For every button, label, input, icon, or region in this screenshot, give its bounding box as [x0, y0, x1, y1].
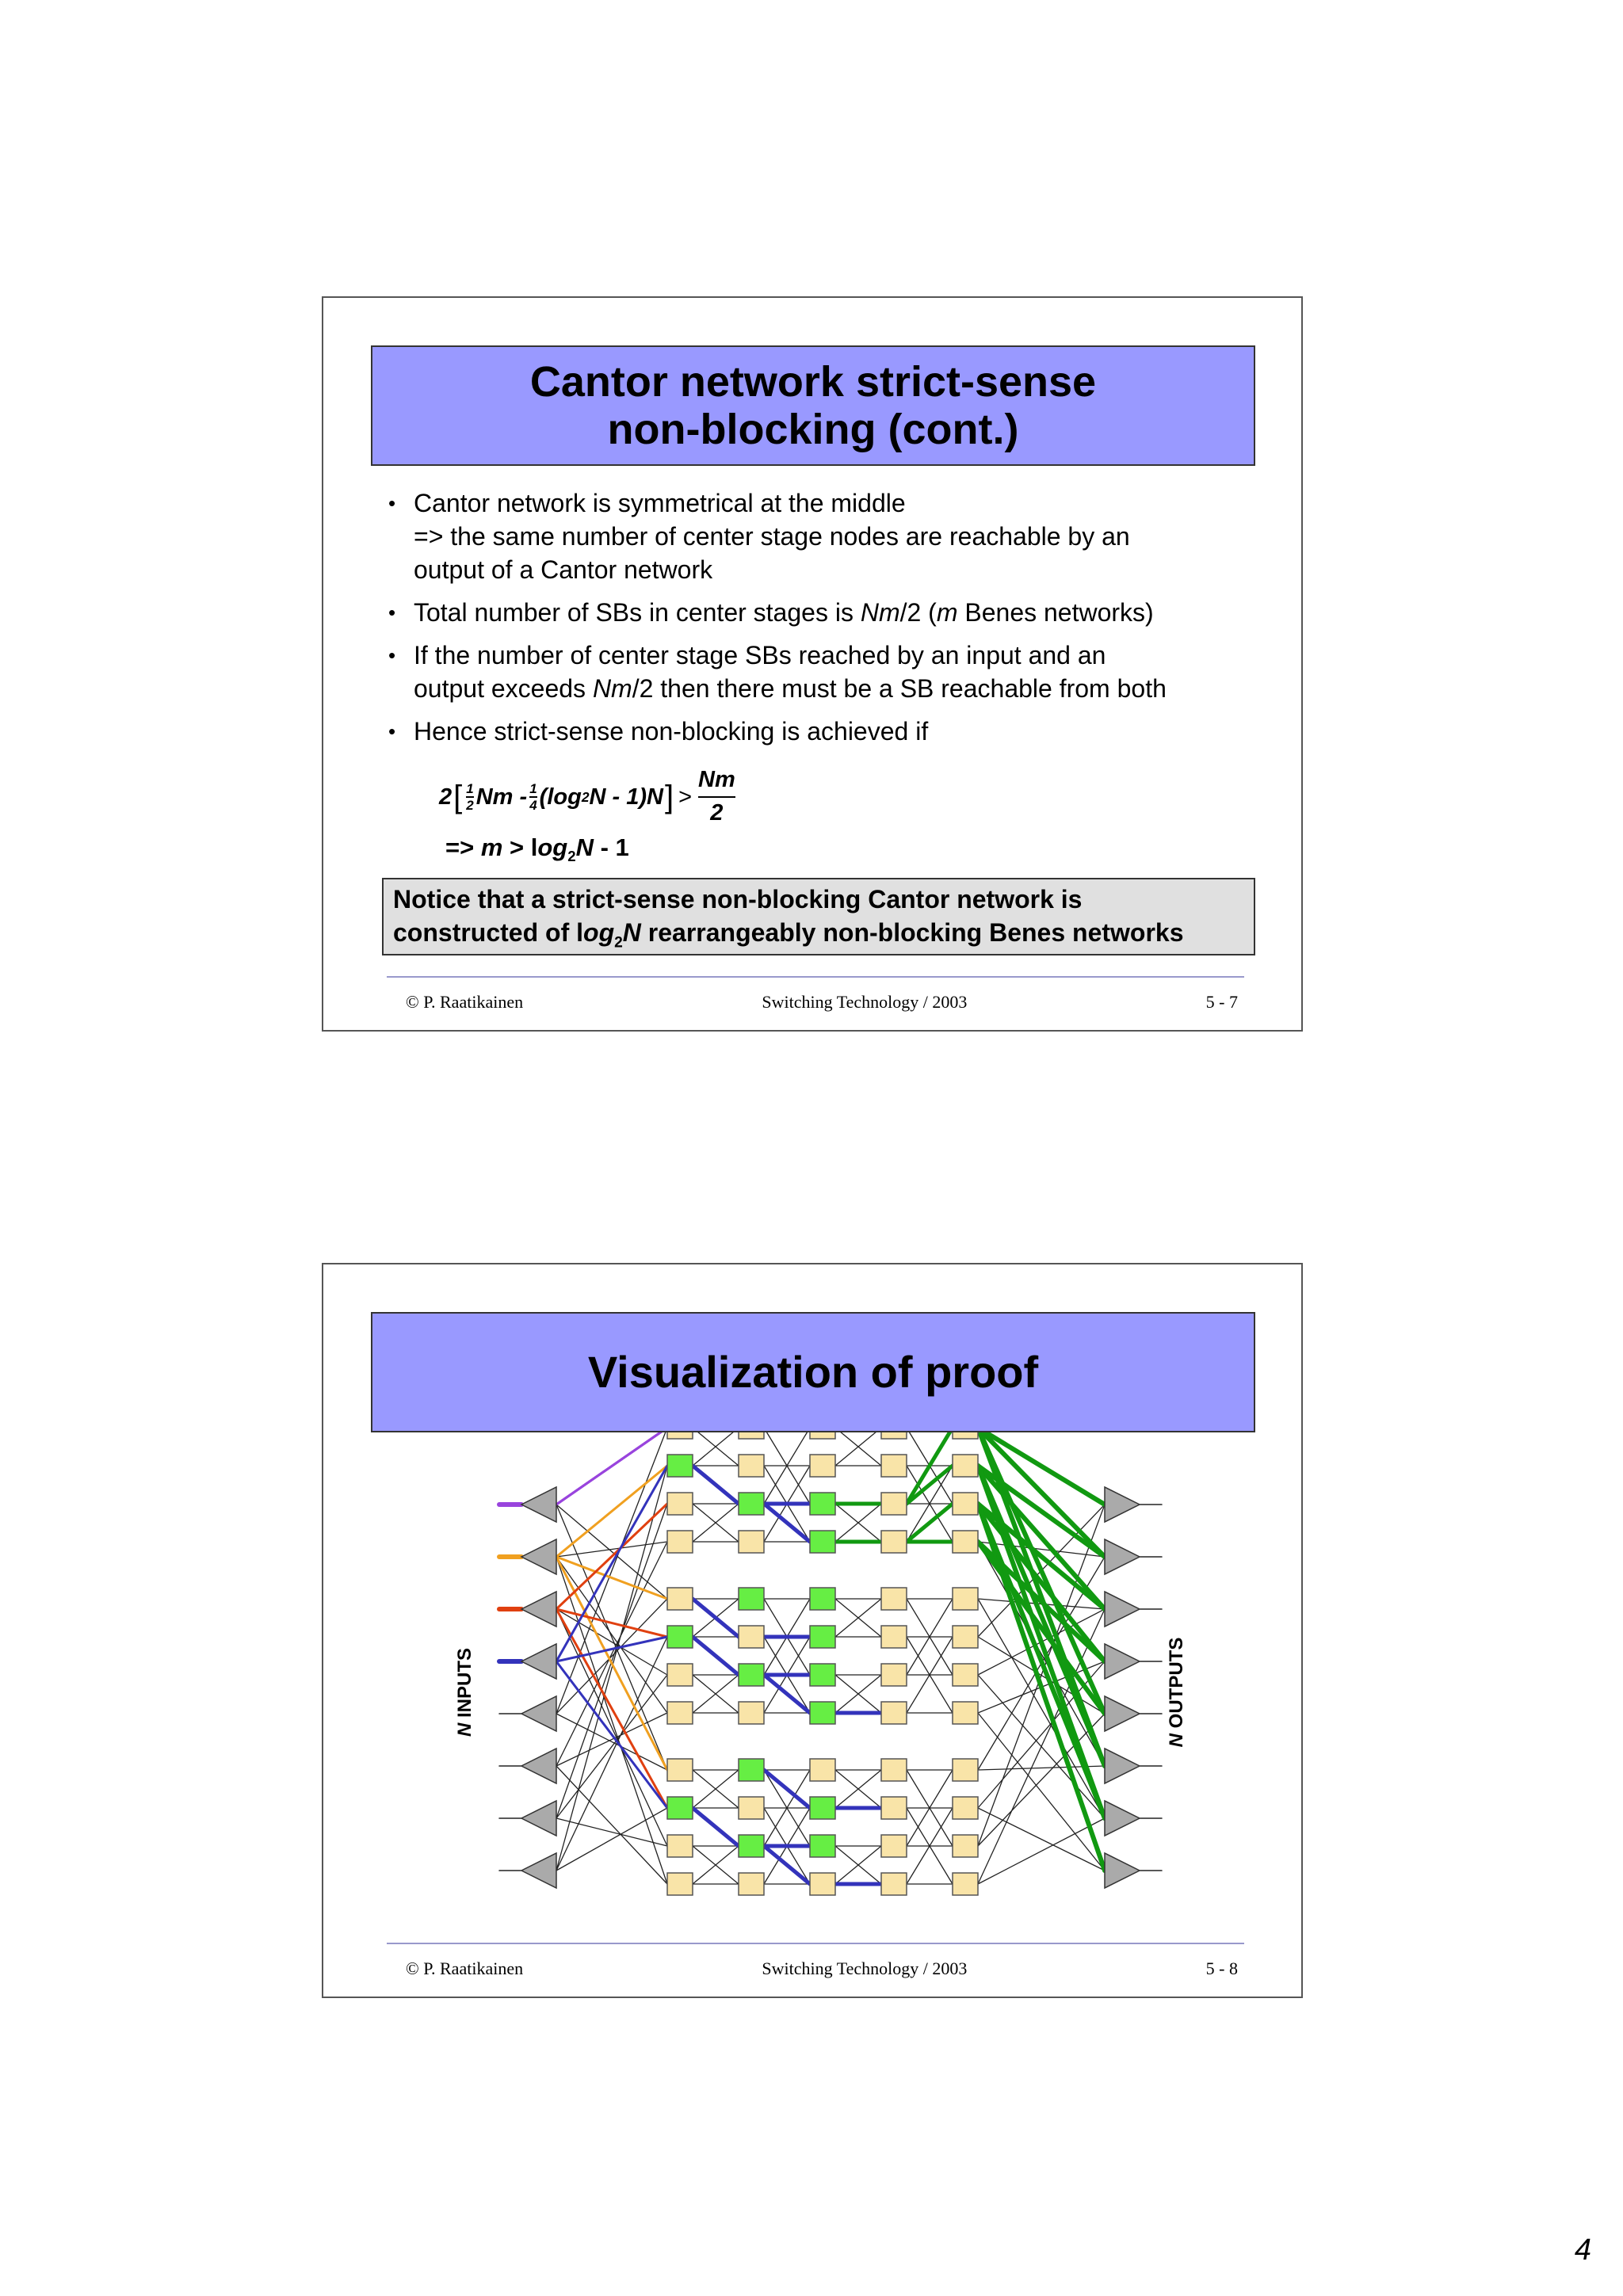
switch-node [881, 1797, 907, 1819]
slide-title: Visualization of proof [371, 1312, 1255, 1432]
switch-node [667, 1797, 693, 1819]
colored-path [556, 1466, 667, 1557]
footer-course: Switching Technology / 2003 [762, 1958, 968, 1978]
switch-node [667, 1759, 693, 1781]
colored-path [556, 1609, 667, 1808]
switch-node [881, 1493, 907, 1515]
switch-node [667, 1702, 693, 1724]
slide-5-8 [322, 1263, 1303, 1998]
outputs-label: N OUTPUTS [1166, 1637, 1187, 1748]
wire [556, 1766, 667, 1884]
input-splitter [521, 1487, 556, 1522]
switch-node [667, 1493, 693, 1515]
switch-node [810, 1493, 835, 1515]
input-splitter [521, 1749, 556, 1783]
center-path [764, 1675, 810, 1713]
switch-node [881, 1759, 907, 1781]
switch-node [810, 1835, 835, 1857]
switch-node [810, 1797, 835, 1819]
title-line-1: Cantor network strict-sense [529, 358, 1097, 406]
bullet-item: • Total number of SBs in center stages is Nm/2 (m Benes networks) [388, 598, 1154, 627]
switch-node [810, 1759, 835, 1781]
slide-footer [406, 1958, 1238, 1979]
switch-node [881, 1873, 907, 1895]
switch-node [739, 1797, 764, 1819]
switch-node [953, 1664, 978, 1686]
bullet-item: • Cantor network is symmetrical at the middle => the same number of center stage nodes are reachable by an output of a Cantor network [388, 489, 1130, 584]
switch-node [953, 1873, 978, 1895]
switch-node [881, 1588, 907, 1610]
output-combiner [1105, 1644, 1140, 1679]
wire [556, 1542, 667, 1766]
switch-node [667, 1531, 693, 1553]
notice-box: Notice that a strict-sense non-blocking Cantor network is constructed of $\log_2N$ rearrangeably non-blocking Benes networks [382, 878, 1255, 955]
non-blocking-formula: 2 [ $\frac{1}{2}$ Nm - $\frac{1}{4}$ (log 2 N - 1)N ] > Nm 2 [439, 767, 735, 826]
input-splitter [521, 1853, 556, 1888]
input-splitter [521, 1592, 556, 1627]
switch-node [739, 1588, 764, 1610]
bullet-list [387, 486, 1243, 757]
footer-rule [387, 1943, 1244, 1944]
wire [978, 1675, 1105, 1818]
center-path [693, 1637, 739, 1675]
slide-5-7 [322, 296, 1303, 1032]
output-combiner [1105, 1853, 1140, 1888]
colored-path [556, 1661, 667, 1808]
switch-node [810, 1626, 835, 1648]
switch-node [667, 1873, 693, 1895]
switch-node [881, 1455, 907, 1477]
switch-node [810, 1588, 835, 1610]
switch-node [739, 1455, 764, 1477]
switch-node [953, 1702, 978, 1724]
output-combiner [1105, 1592, 1140, 1627]
switch-node [953, 1531, 978, 1553]
wire [556, 1818, 667, 1846]
input-splitter [521, 1539, 556, 1574]
slide-footer [406, 992, 1238, 1013]
footer-page: 5 - 8 [1205, 1958, 1238, 1978]
switch-node [953, 1797, 978, 1819]
switch-node [881, 1835, 907, 1857]
switch-node [739, 1702, 764, 1724]
center-path [693, 1466, 739, 1504]
green-center-path [907, 1504, 953, 1542]
switch-node [881, 1664, 907, 1686]
switch-node [953, 1626, 978, 1648]
wire [978, 1714, 1105, 1846]
input-splitter [521, 1801, 556, 1836]
wire [978, 1818, 1105, 1884]
footer-author: © P. Raatikainen [406, 992, 524, 1012]
switch-node [881, 1626, 907, 1648]
switch-node [739, 1664, 764, 1686]
switch-node [667, 1588, 693, 1610]
switch-node [953, 1588, 978, 1610]
switch-node [953, 1493, 978, 1515]
switch-node [739, 1626, 764, 1648]
wire [556, 1714, 667, 1770]
slide-title [371, 345, 1255, 466]
output-combiner [1105, 1696, 1140, 1731]
title-line-2: non-blocking (cont.) [607, 406, 1019, 453]
switch-node [739, 1531, 764, 1553]
footer-author: © P. Raatikainen [406, 1958, 524, 1978]
switch-node [881, 1531, 907, 1553]
wire [978, 1713, 1105, 1871]
inputs-label: N INPUTS [454, 1647, 475, 1737]
switch-node [667, 1626, 693, 1648]
output-combiner [1105, 1749, 1140, 1783]
switch-node [810, 1702, 835, 1724]
bullet-item: • Hence strict-sense non-blocking is achieved if [388, 717, 929, 746]
switch-node [953, 1759, 978, 1781]
wire [556, 1808, 667, 1871]
footer-page: 5 - 7 [1205, 992, 1238, 1012]
bullet-item: • If the number of center stage SBs reached by an input and an output exceeds Nm/2 then there must be a SB reachable from both [388, 641, 1167, 703]
center-path [764, 1846, 810, 1884]
switch-node [739, 1759, 764, 1781]
switch-node [667, 1455, 693, 1477]
switch-node [667, 1664, 693, 1686]
formula-result: => $m > \log_2N - 1$ [445, 833, 629, 865]
switch-node [953, 1835, 978, 1857]
green-center-path [907, 1466, 953, 1504]
switch-node [739, 1835, 764, 1857]
switch-node [953, 1455, 978, 1477]
switch-node [881, 1702, 907, 1724]
switch-node [810, 1531, 835, 1553]
switch-node [810, 1664, 835, 1686]
output-combiner [1105, 1801, 1140, 1836]
input-splitter [521, 1696, 556, 1731]
switch-node [667, 1835, 693, 1857]
output-path [978, 1504, 1105, 1818]
input-splitter [521, 1644, 556, 1679]
switch-node [739, 1873, 764, 1895]
switch-node [739, 1493, 764, 1515]
footer-rule [387, 976, 1244, 978]
wire [556, 1557, 667, 1713]
colored-path [556, 1557, 667, 1770]
switch-node [810, 1455, 835, 1477]
switch-node [810, 1873, 835, 1895]
page-number: 4 [1574, 2233, 1591, 2267]
center-path [764, 1770, 810, 1808]
center-path [693, 1808, 739, 1846]
output-combiner [1105, 1487, 1140, 1522]
footer-course: Switching Technology / 2003 [762, 992, 968, 1012]
center-path [764, 1504, 810, 1542]
output-combiner [1105, 1539, 1140, 1574]
